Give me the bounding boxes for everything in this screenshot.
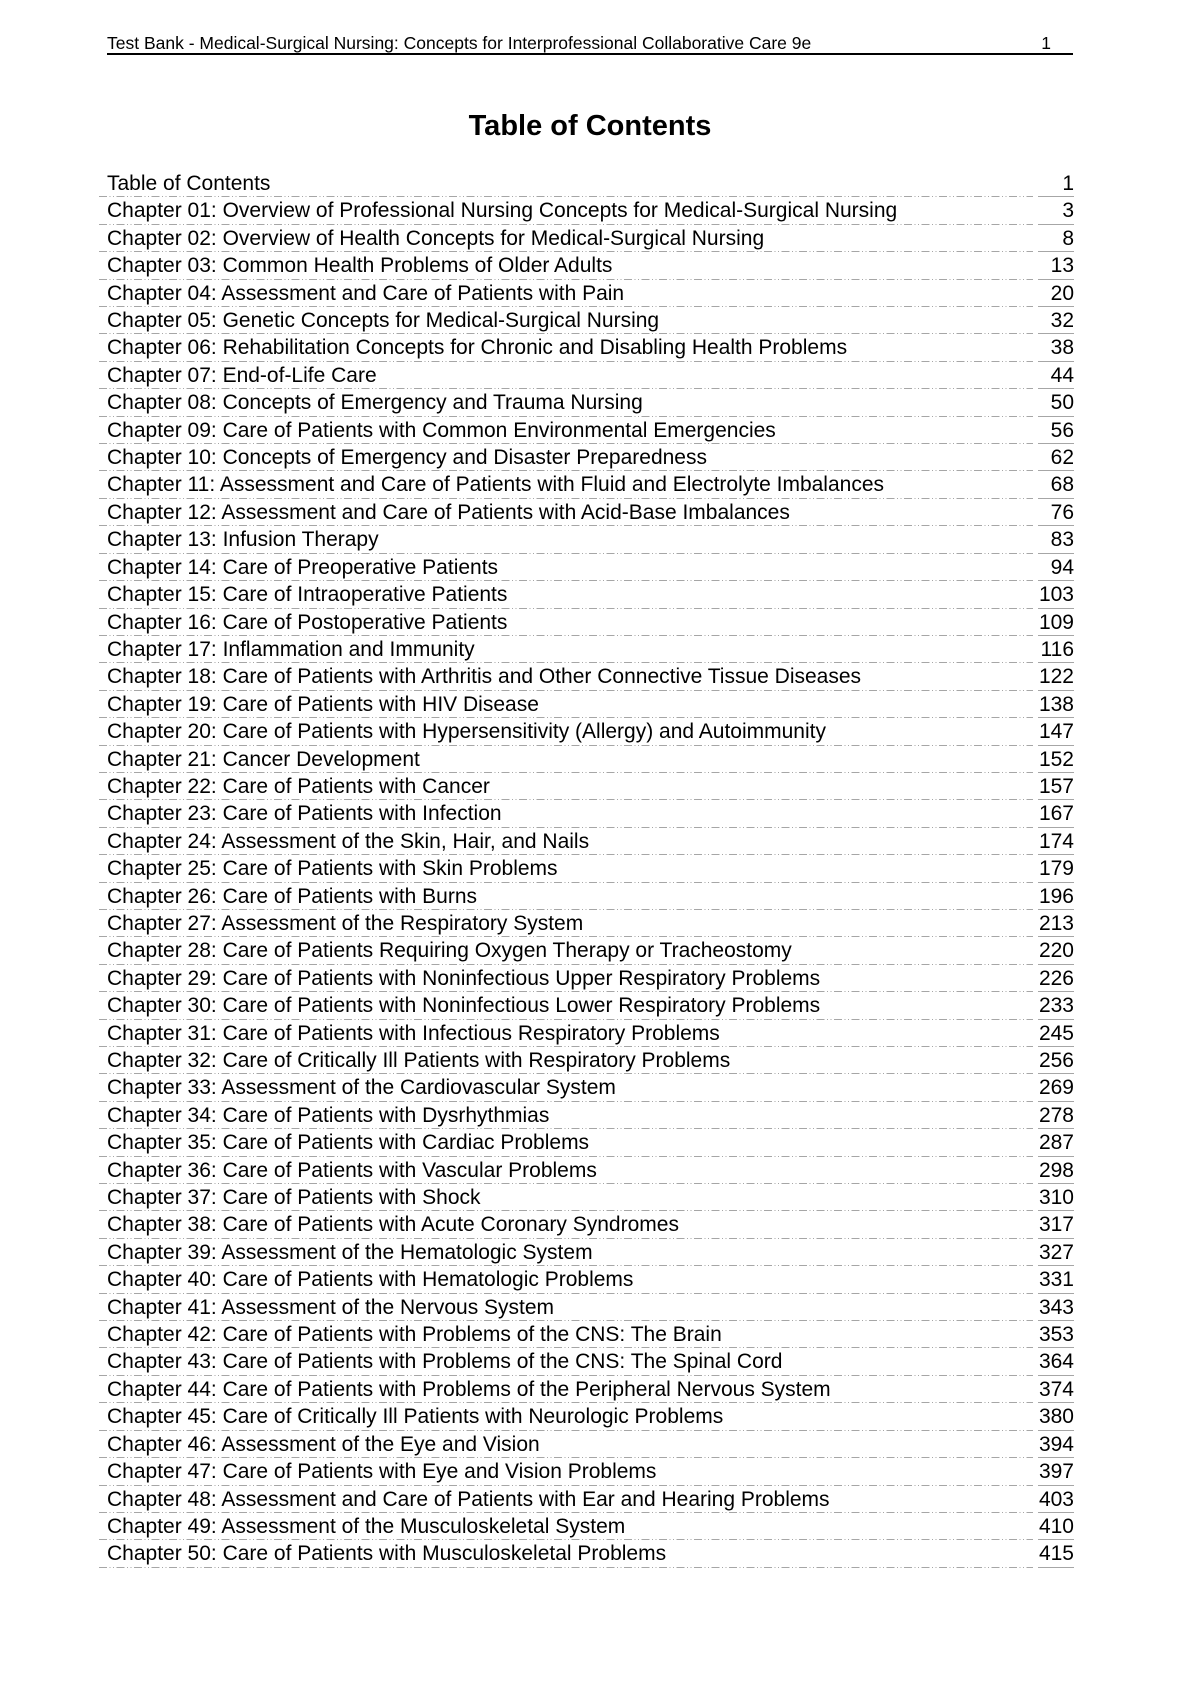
table-of-contents [99,170,1074,1568]
toc-row [99,1458,1074,1485]
toc-entry-page: 179 [1038,855,1074,882]
toc-row [99,417,1074,444]
toc-entry-page: 287 [1038,1129,1074,1156]
toc-entry-page: 310 [1038,1184,1074,1211]
toc-entry-page: 397 [1038,1458,1074,1485]
toc-row [99,526,1074,553]
toc-row [99,1020,1074,1047]
header-divider [107,53,1073,55]
toc-row [99,718,1074,745]
toc-row [99,1513,1074,1540]
toc-entry-page: 245 [1038,1020,1074,1047]
toc-row [99,1211,1074,1238]
toc-entry-page: 415 [1038,1540,1074,1567]
toc-entry-label: Chapter 21: Cancer Development [99,746,1033,773]
toc-entry-page: 256 [1038,1047,1074,1074]
toc-entry-label: Chapter 16: Care of Postoperative Patients [99,609,1033,636]
toc-row [99,1102,1074,1129]
toc-row [99,307,1074,334]
toc-row [99,1348,1074,1375]
toc-entry-label: Chapter 44: Care of Patients with Problems of the Peripheral Nervous System [99,1376,1033,1403]
toc-entry-page: 8 [1038,225,1074,252]
toc-entry-page: 116 [1038,636,1074,663]
toc-entry-page: 196 [1038,883,1074,910]
toc-entry-page: 68 [1038,471,1074,498]
toc-entry-label: Chapter 07: End-of-Life Care [99,362,1033,389]
toc-entry-label: Chapter 39: Assessment of the Hematologic System [99,1239,1033,1266]
toc-row [99,1184,1074,1211]
toc-entry-label: Chapter 23: Care of Patients with Infection [99,800,1033,827]
toc-row [99,1540,1074,1567]
toc-entry-label: Chapter 26: Care of Patients with Burns [99,883,1033,910]
toc-entry-label: Chapter 37: Care of Patients with Shock [99,1184,1033,1211]
toc-row [99,937,1074,964]
toc-entry-label: Chapter 25: Care of Patients with Skin Problems [99,855,1033,882]
toc-row [99,362,1074,389]
toc-entry-page: 38 [1038,334,1074,361]
toc-entry-label: Chapter 30: Care of Patients with Noninfectious Lower Respiratory Problems [99,992,1033,1019]
toc-entry-page: 20 [1038,280,1074,307]
toc-entry-label: Chapter 18: Care of Patients with Arthritis and Other Connective Tissue Diseases [99,663,1033,690]
toc-entry-label: Chapter 40: Care of Patients with Hematologic Problems [99,1266,1033,1293]
toc-entry-page: 343 [1038,1294,1074,1321]
toc-entry-label: Chapter 45: Care of Critically Ill Patients with Neurologic Problems [99,1403,1033,1430]
toc-entry-label: Chapter 46: Assessment of the Eye and Vision [99,1431,1033,1458]
toc-entry-page: 298 [1038,1157,1074,1184]
header-title: Test Bank - Medical-Surgical Nursing: Concepts for Interprofessional Collaborative Care 9e [107,33,812,53]
toc-entry-label: Chapter 06: Rehabilitation Concepts for Chronic and Disabling Health Problems [99,334,1033,361]
toc-entry-page: 1 [1038,170,1074,197]
toc-entry-label: Chapter 19: Care of Patients with HIV Disease [99,691,1033,718]
toc-row [99,1321,1074,1348]
toc-entry-page: 138 [1038,691,1074,718]
toc-entry-label: Chapter 27: Assessment of the Respiratory System [99,910,1033,937]
toc-row [99,828,1074,855]
toc-entry-page: 403 [1038,1486,1074,1513]
toc-entry-label: Chapter 20: Care of Patients with Hypersensitivity (Allergy) and Autoimmunity [99,718,1033,745]
toc-entry-label: Chapter 43: Care of Patients with Problems of the CNS: The Spinal Cord [99,1348,1033,1375]
toc-entry-page: 331 [1038,1266,1074,1293]
toc-entry-label: Chapter 49: Assessment of the Musculoskeletal System [99,1513,1033,1540]
toc-row [99,334,1074,361]
toc-entry-label: Chapter 15: Care of Intraoperative Patients [99,581,1033,608]
toc-row [99,663,1074,690]
toc-entry-page: 103 [1038,581,1074,608]
toc-entry-label: Chapter 10: Concepts of Emergency and Disaster Preparedness [99,444,1033,471]
toc-entry-page: 56 [1038,417,1074,444]
toc-entry-label: Chapter 22: Care of Patients with Cancer [99,773,1033,800]
document-header [107,33,1073,53]
toc-row [99,910,1074,937]
toc-entry-label: Chapter 48: Assessment and Care of Patients with Ear and Hearing Problems [99,1486,1033,1513]
toc-entry-page: 174 [1038,828,1074,855]
toc-entry-page: 3 [1038,197,1074,224]
toc-row [99,225,1074,252]
toc-entry-label: Chapter 04: Assessment and Care of Patients with Pain [99,280,1033,307]
toc-entry-label: Chapter 01: Overview of Professional Nursing Concepts for Medical-Surgical Nursing [99,197,1033,224]
toc-entry-page: 327 [1038,1239,1074,1266]
toc-entry-label: Chapter 34: Care of Patients with Dysrhythmias [99,1102,1033,1129]
toc-entry-label: Chapter 02: Overview of Health Concepts for Medical-Surgical Nursing [99,225,1033,252]
toc-row [99,499,1074,526]
toc-row [99,1239,1074,1266]
toc-entry-label: Chapter 35: Care of Patients with Cardiac Problems [99,1129,1033,1156]
toc-row [99,389,1074,416]
toc-entry-page: 32 [1038,307,1074,334]
page-title: Table of Contents [468,110,712,142]
toc-row [99,554,1074,581]
toc-entry-page: 317 [1038,1211,1074,1238]
toc-entry-page: 269 [1038,1074,1074,1101]
toc-entry-label: Chapter 13: Infusion Therapy [99,526,1033,553]
toc-entry-page: 226 [1038,965,1074,992]
toc-row [99,883,1074,910]
toc-entry-page: 394 [1038,1431,1074,1458]
toc-entry-label: Chapter 38: Care of Patients with Acute Coronary Syndromes [99,1211,1033,1238]
toc-row [99,992,1074,1019]
toc-entry-label: Chapter 50: Care of Patients with Musculoskeletal Problems [99,1540,1033,1567]
toc-entry-page: 410 [1038,1513,1074,1540]
toc-row [99,471,1074,498]
toc-entry-page: 157 [1038,773,1074,800]
toc-row [99,636,1074,663]
toc-entry-page: 167 [1038,800,1074,827]
toc-entry-page: 353 [1038,1321,1074,1348]
toc-row [99,1157,1074,1184]
toc-entry-page: 109 [1038,609,1074,636]
toc-row [99,1294,1074,1321]
toc-entry-label: Chapter 41: Assessment of the Nervous System [99,1294,1033,1321]
toc-entry-label: Chapter 14: Care of Preoperative Patients [99,554,1033,581]
toc-row [99,855,1074,882]
toc-row [99,1074,1074,1101]
toc-entry-page: 374 [1038,1376,1074,1403]
toc-row [99,280,1074,307]
toc-entry-page: 213 [1038,910,1074,937]
toc-entry-label: Chapter 32: Care of Critically Ill Patients with Respiratory Problems [99,1047,1033,1074]
toc-row [99,1129,1074,1156]
toc-entry-label: Chapter 03: Common Health Problems of Older Adults [99,252,1033,279]
toc-entry-page: 380 [1038,1403,1074,1430]
toc-row [99,1047,1074,1074]
toc-entry-label: Chapter 47: Care of Patients with Eye and Vision Problems [99,1458,1033,1485]
toc-entry-label: Chapter 11: Assessment and Care of Patients with Fluid and Electrolyte Imbalances [99,471,1033,498]
toc-row [99,746,1074,773]
toc-entry-page: 83 [1038,526,1074,553]
toc-row [99,691,1074,718]
toc-entry-page: 94 [1038,554,1074,581]
toc-row [99,800,1074,827]
toc-row [99,170,1074,197]
toc-entry-page: 278 [1038,1102,1074,1129]
toc-row [99,1266,1074,1293]
toc-entry-label: Chapter 09: Care of Patients with Common Environmental Emergencies [99,417,1033,444]
toc-entry-label: Chapter 05: Genetic Concepts for Medical-Surgical Nursing [99,307,1033,334]
toc-entry-page: 233 [1038,992,1074,1019]
toc-row [99,609,1074,636]
toc-row [99,773,1074,800]
toc-entry-page: 122 [1038,663,1074,690]
toc-entry-label: Chapter 12: Assessment and Care of Patients with Acid-Base Imbalances [99,499,1033,526]
toc-entry-page: 44 [1038,362,1074,389]
toc-row [99,965,1074,992]
toc-row [99,444,1074,471]
toc-row [99,1403,1074,1430]
toc-entry-label: Chapter 08: Concepts of Emergency and Trauma Nursing [99,389,1033,416]
toc-entry-label: Chapter 31: Care of Patients with Infectious Respiratory Problems [99,1020,1033,1047]
toc-entry-label: Chapter 24: Assessment of the Skin, Hair, and Nails [99,828,1033,855]
toc-entry-label: Chapter 28: Care of Patients Requiring Oxygen Therapy or Tracheostomy [99,937,1033,964]
toc-entry-page: 147 [1038,718,1074,745]
toc-entry-page: 152 [1038,746,1074,773]
toc-row [99,581,1074,608]
toc-entry-label: Chapter 17: Inflammation and Immunity [99,636,1033,663]
toc-entry-label: Chapter 33: Assessment of the Cardiovascular System [99,1074,1033,1101]
header-page-number: 1 [1041,33,1051,53]
toc-entry-page: 76 [1038,499,1074,526]
toc-entry-page: 220 [1038,937,1074,964]
toc-entry-label: Chapter 42: Care of Patients with Problems of the CNS: The Brain [99,1321,1033,1348]
toc-row [99,1486,1074,1513]
toc-row [99,252,1074,279]
toc-entry-page: 62 [1038,444,1074,471]
toc-entry-label: Chapter 36: Care of Patients with Vascular Problems [99,1157,1033,1184]
toc-entry-label: Chapter 29: Care of Patients with Noninfectious Upper Respiratory Problems [99,965,1033,992]
toc-row [99,1376,1074,1403]
toc-entry-page: 13 [1038,252,1074,279]
toc-entry-page: 364 [1038,1348,1074,1375]
toc-row [99,1431,1074,1458]
toc-entry-label: Table of Contents [99,170,1033,197]
toc-entry-page: 50 [1038,389,1074,416]
toc-row [99,197,1074,224]
